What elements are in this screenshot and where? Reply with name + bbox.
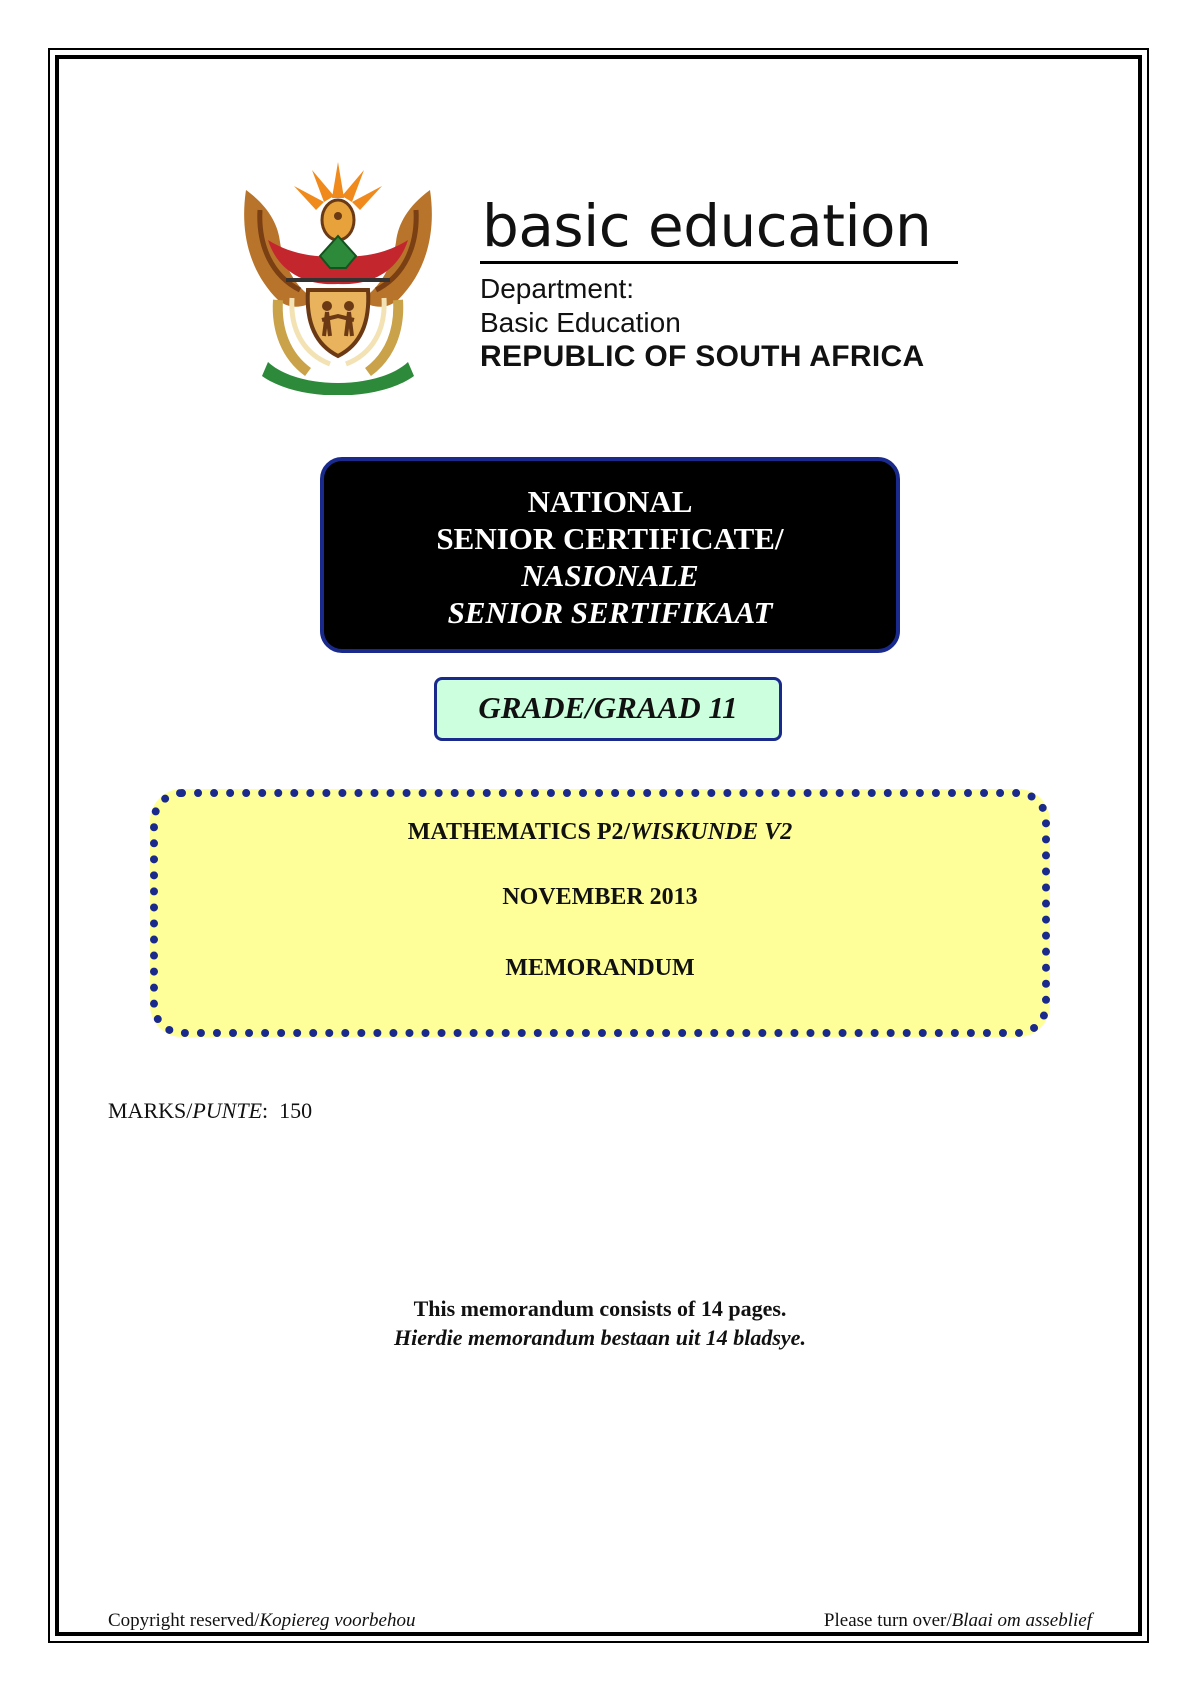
marks-separator: : [262,1098,269,1123]
brand-title: basic education [482,192,932,260]
grade-box [434,677,782,741]
page-count-af: Hierdie memorandum bestaan uit 14 bladsye. [394,1325,806,1350]
motto-scroll [262,362,414,395]
exam-date: NOVEMBER 2013 [502,884,698,910]
department-brand [480,192,960,374]
subject-box [150,789,1050,1037]
department-label: Department: [480,273,635,304]
certificate-title-box [320,457,900,653]
marks-label-af: PUNTE [192,1098,263,1123]
shield-icon [308,290,369,356]
marks-value: 150 [279,1098,313,1123]
footer-turn-over [824,1610,1092,1632]
certificate-line-3: NASIONALE [521,558,699,593]
document-type: MEMORANDUM [505,955,695,981]
certificate-line-4: SENIOR SERTIFIKAAT [447,595,773,630]
footer-copyright-af: Kopiereg voorbehou [259,1610,416,1631]
country-name: REPUBLIC OF SOUTH AFRICA [480,340,925,373]
certificate-line-1: NATIONAL [527,484,693,519]
marks-line [108,1098,312,1124]
footer-turn-over-af: Blaai om asseblief [951,1610,1092,1631]
page-count-note [0,1294,1200,1352]
footer-copyright [108,1610,415,1632]
subject-name [158,819,1042,846]
footer-turn-over-en: Please turn over/ [823,1610,952,1631]
page-count-en: This memorandum consists of 14 pages. [413,1296,787,1321]
protea-icon [320,236,356,268]
marks-label-en: MARKS/ [108,1098,193,1123]
coat-of-arms-logo [238,150,438,395]
footer-copyright-en: Copyright reserved/ [108,1610,260,1631]
department-name: Basic Education [480,307,681,338]
certificate-line-2: SENIOR CERTIFICATE/ [436,521,784,556]
subject-name-en: MATHEMATICS P2/ [407,819,631,845]
grade-label: GRADE/GRAAD 11 [478,690,738,725]
brand-divider [480,261,958,264]
subject-name-af: WISKUNDE V2 [630,819,793,845]
